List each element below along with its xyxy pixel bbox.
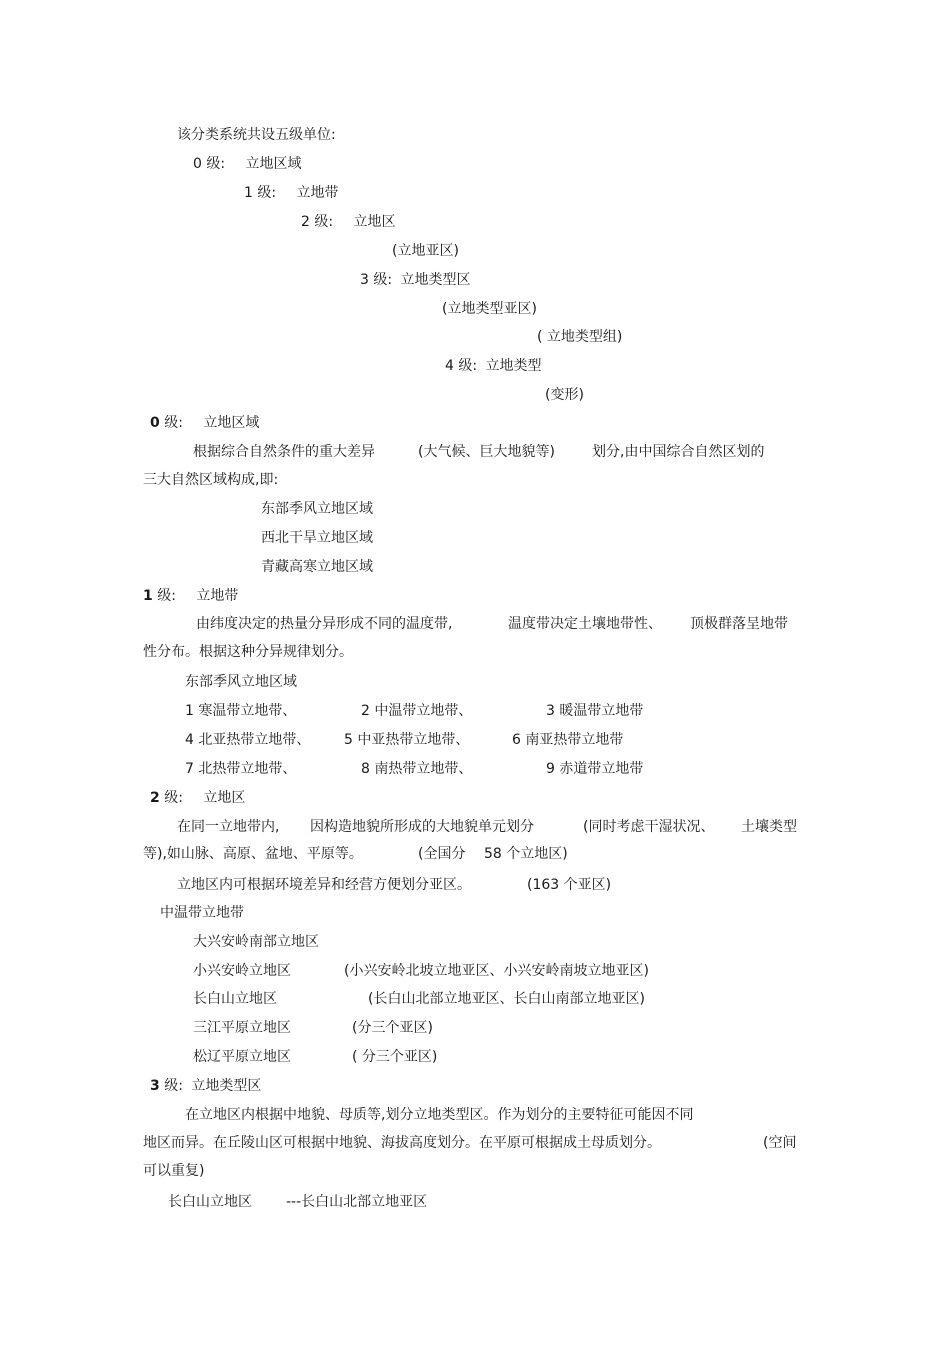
area-note: (分三个亚区) bbox=[352, 1020, 433, 1036]
intro-sub-subzone: (立地亚区) bbox=[392, 243, 459, 259]
level-number: 0 bbox=[150, 415, 160, 431]
zone-item: 1 寒温带立地带、 bbox=[185, 703, 297, 719]
level-label: 级: bbox=[164, 1078, 183, 1094]
level2-zone: 中温带立地带 bbox=[160, 905, 244, 921]
level2-para-b: 因构造地貌所形成的大地貌单元划分 bbox=[310, 819, 534, 835]
level2-para-c: (同时考虑干湿状况、 bbox=[583, 819, 715, 835]
level1-para-b: 温度带决定土壤地带性、 bbox=[508, 616, 662, 632]
level-name: 立地类型区 bbox=[191, 1078, 262, 1094]
intro-sub-type-subzone: (立地类型亚区) bbox=[442, 301, 537, 317]
area-note: (长白山北部立地亚区、长白山南部立地亚区) bbox=[368, 991, 645, 1007]
level3-para-b: 地区而异。在丘陵山区可根据中地貌、海拔高度划分。在平原可根据成土母质划分。 bbox=[143, 1135, 661, 1151]
area-name: 长白山立地区 bbox=[193, 991, 277, 1007]
level-name: 立地类型 bbox=[485, 358, 542, 374]
zone-item: 2 中温带立地带、 bbox=[361, 703, 473, 719]
zone-item: 8 南热带立地带、 bbox=[361, 761, 473, 777]
intro-level-3 bbox=[360, 271, 471, 289]
level3-para-a: 在立地区内根据中地貌、母质等,划分立地类型区。作为划分的主要特征可能因不同 bbox=[185, 1107, 694, 1123]
level-name: 立地类型区 bbox=[400, 272, 471, 288]
intro-level-4 bbox=[445, 357, 542, 375]
level-name: 立地区域 bbox=[245, 156, 302, 172]
intro-level-1 bbox=[244, 184, 339, 202]
level0-region-2: 西北干旱立地区域 bbox=[261, 530, 373, 546]
level-number: 3 bbox=[360, 272, 369, 288]
level-number: 1 bbox=[143, 588, 153, 604]
level2-para-f: (全国分 bbox=[418, 846, 466, 862]
level-label: 级: bbox=[157, 588, 176, 604]
area-name: 三江平原立地区 bbox=[193, 1020, 291, 1036]
level-label: 级: bbox=[164, 415, 183, 431]
level2-heading bbox=[150, 789, 245, 807]
level1-para-c: 顶极群落呈地带 bbox=[690, 616, 788, 632]
level3-heading bbox=[150, 1077, 261, 1095]
level0-para-d: 三大自然区域构成,即: bbox=[143, 472, 279, 488]
level3-para-c: (空间 bbox=[763, 1135, 797, 1151]
level-name: 立地带 bbox=[196, 588, 239, 604]
level-number: 2 bbox=[150, 790, 160, 806]
level2-para-e: 等),如山脉、高原、盆地、平原等。 bbox=[143, 846, 363, 862]
level-label: 级: bbox=[164, 790, 183, 806]
intro-sub-type-group: ( 立地类型组) bbox=[537, 329, 623, 345]
intro-level-2 bbox=[301, 213, 396, 231]
level-name: 立地区 bbox=[203, 790, 246, 806]
level0-region-3: 青藏高寒立地区域 bbox=[261, 559, 373, 575]
level-label: 级: bbox=[257, 185, 277, 201]
level-number: 1 bbox=[244, 185, 253, 201]
level1-heading bbox=[143, 587, 238, 605]
level3-para-d: 可以重复) bbox=[143, 1163, 205, 1179]
level-name: 立地区 bbox=[353, 214, 396, 230]
level2-para-d: 土壤类型 bbox=[741, 819, 797, 835]
zone-item: 6 南亚热带立地带 bbox=[512, 732, 624, 748]
level1-para-d: 性分布。根据这种分异规律划分。 bbox=[143, 644, 353, 660]
level-number: 2 bbox=[301, 214, 310, 230]
level1-para-a: 由纬度决定的热量分异形成不同的温度带, bbox=[196, 616, 453, 632]
level2-para-g: 58 个立地区) bbox=[484, 846, 568, 862]
level-label: 级: bbox=[314, 214, 334, 230]
zone-item: 4 北亚热带立地带、 bbox=[185, 732, 311, 748]
level-name: 立地带 bbox=[296, 185, 339, 201]
area-name: 松辽平原立地区 bbox=[193, 1049, 291, 1065]
intro-sub-variant: (变形) bbox=[545, 387, 584, 403]
level3-example-area: 长白山立地区 bbox=[168, 1194, 252, 1210]
area-note: (小兴安岭北坡立地亚区、小兴安岭南坡立地亚区) bbox=[344, 963, 649, 979]
level0-para-c: 划分,由中国综合自然区划的 bbox=[592, 444, 765, 460]
zone-item: 3 暖温带立地带 bbox=[546, 703, 644, 719]
intro-level-0 bbox=[193, 155, 302, 173]
level-label: 级: bbox=[373, 272, 393, 288]
level-number: 4 bbox=[445, 358, 454, 374]
level3-example-subzone: ---长白山北部立地亚区 bbox=[286, 1194, 428, 1210]
intro-title: 该分类系统共设五级单位: bbox=[177, 127, 336, 143]
level0-heading bbox=[150, 414, 259, 432]
level1-region: 东部季风立地区域 bbox=[185, 674, 297, 690]
level2-para-h: 立地区内可根据环境差异和经营方便划分亚区。 bbox=[177, 877, 471, 893]
area-name: 小兴安岭立地区 bbox=[193, 963, 291, 979]
area-note: ( 分三个亚区) bbox=[352, 1049, 438, 1065]
level0-region-1: 东部季风立地区域 bbox=[261, 501, 373, 517]
zone-item: 9 赤道带立地带 bbox=[546, 761, 644, 777]
level0-para-a: 根据综合自然条件的重大差异 bbox=[193, 444, 375, 460]
level-label: 级: bbox=[458, 358, 478, 374]
zone-item: 7 北热带立地带、 bbox=[185, 761, 297, 777]
level-number: 3 bbox=[150, 1078, 160, 1094]
area-name: 大兴安岭南部立地区 bbox=[193, 934, 319, 950]
level-number: 0 bbox=[193, 156, 202, 172]
level2-para-i: (163 个亚区) bbox=[527, 877, 612, 893]
level-label: 级: bbox=[206, 156, 226, 172]
level2-para-a: 在同一立地带内, bbox=[177, 819, 280, 835]
level-name: 立地区域 bbox=[203, 415, 260, 431]
level0-para-b: (大气候、巨大地貌等) bbox=[418, 444, 555, 460]
zone-item: 5 中亚热带立地带、 bbox=[344, 732, 470, 748]
